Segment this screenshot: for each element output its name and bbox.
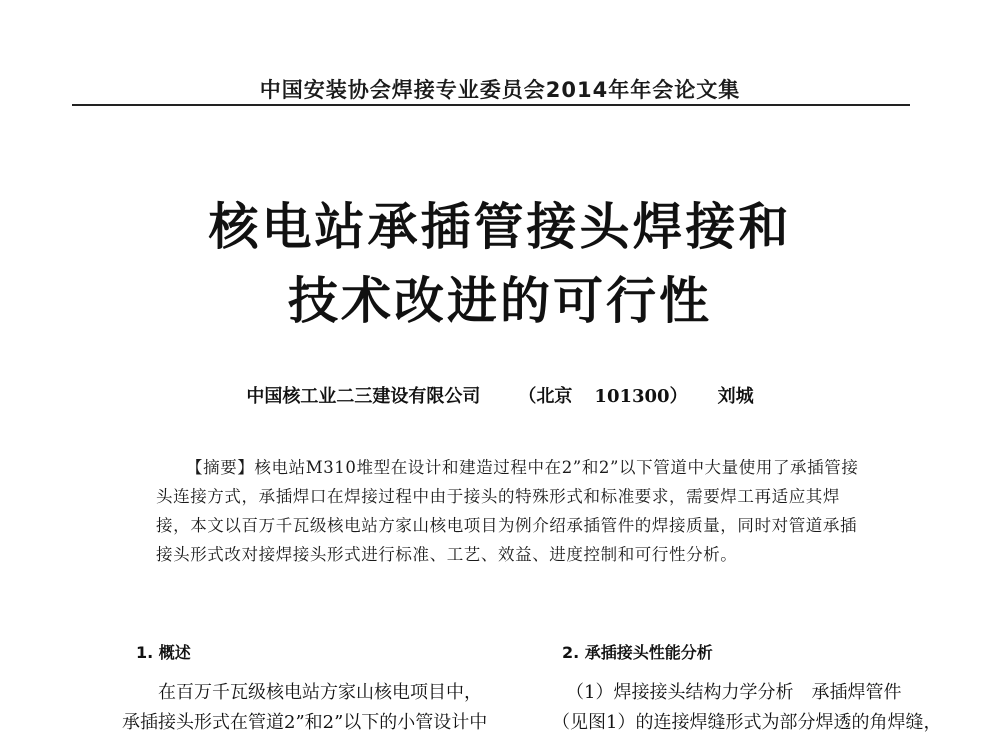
section-heading-performance: 2. 承插接头性能分析 [562,643,713,662]
proceedings-header-title: 中国安装协会焊接专业委员会2014年年会论文集 [259,78,741,102]
body-text-line: 在百万千瓦级核电站方家山核电项目中， [158,682,482,703]
byline [0,382,1000,408]
header-rule [72,104,910,106]
abstract-line: 头连接方式，承插焊口在焊接过程中由于接头的特殊形式和标准要求，需要焊工再适应其焊 [156,487,840,506]
postcode: 101300） [594,386,688,407]
left-column [122,640,502,738]
body-text-line: （见图1）的连接焊缝形式为部分焊透的角焊缝， [552,712,942,733]
paper-title [0,190,1000,338]
paper-title-line-1: 核电站承插管接头焊接和 [208,198,792,256]
right-column [552,640,942,738]
abstract-line: 接，本文以百万千瓦级核电站方家山核电项目为例介绍承插管件的焊接质量，同时对管道承插 [156,516,858,535]
abstract [156,453,859,569]
body-text-line: （1）焊接接头结构力学分析 承插焊管件 [566,682,902,703]
location: （北京 [518,386,573,407]
author-name: 刘城 [717,386,754,407]
body-text-line: 承插接头形式在管道2”和2”以下的小管设计中 [122,712,488,733]
abstract-line: 【摘要】核电站M310堆型在设计和建造过程中在2”和2”以下管道中大量使用了承插管接 [186,458,859,477]
abstract-line: 接头形式改对接焊接头形式进行标准、工艺、效益、进度控制和可行性分析。 [156,545,738,564]
section-heading-overview: 1. 概述 [136,643,191,662]
affiliation: 中国核工业二三建设有限公司 [246,386,481,407]
paper-title-line-2: 技术改进的可行性 [288,272,712,330]
